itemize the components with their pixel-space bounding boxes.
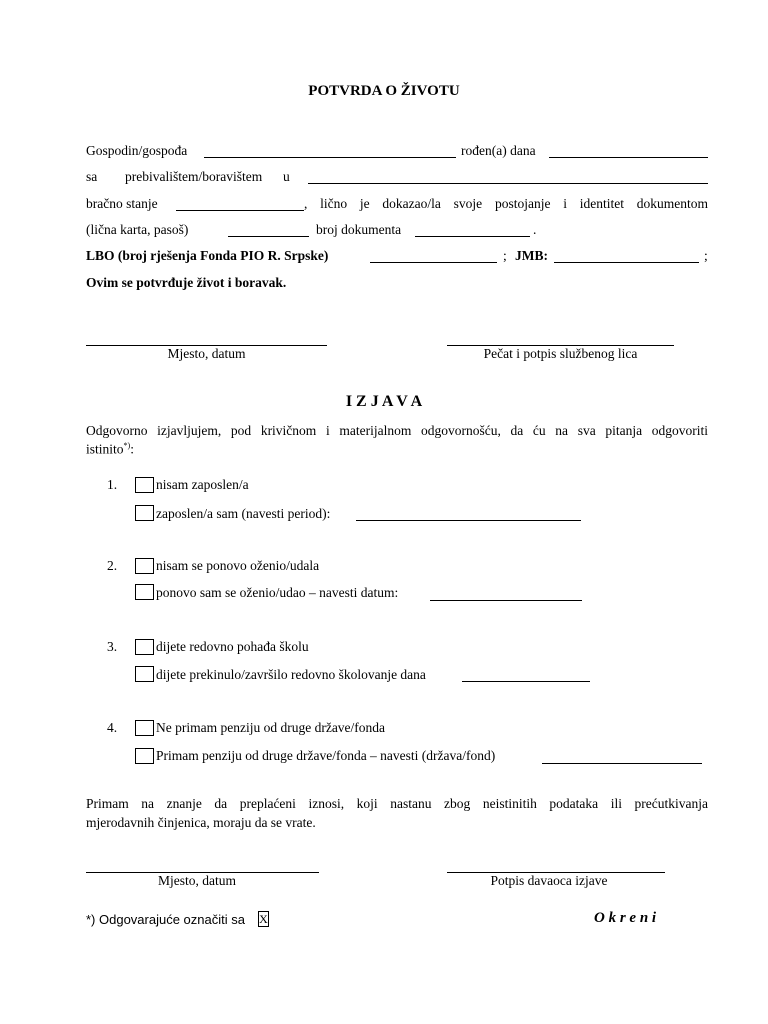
notice-line1: Primam na znanje da preplaćeni iznosi, koji nastanu zbog neistinitih podataka ili prećutkivanja (86, 796, 708, 811)
lbo-field[interactable] (370, 262, 497, 263)
jmb-label: JMB: (515, 248, 548, 263)
document-number-label: broj dokumenta (316, 222, 402, 237)
item-number: 2. (107, 558, 118, 573)
checkbox-not-employed[interactable] (135, 477, 154, 493)
option-remarried: ponovo sam se oženio/udao – navesti datum: (156, 585, 399, 600)
checkbox-foreign-pension[interactable] (135, 748, 154, 764)
document-number-field[interactable] (415, 236, 530, 237)
option-child-attends-school: dijete redovno pohađa školu (156, 639, 309, 654)
izjava-intro-line1: Odgovorno izjavljujem, pod krivičnom i materijalnom odgovornošću, da ću na sva pitanja odgovoriti (86, 423, 708, 438)
item-number: 3. (107, 639, 118, 654)
lbo-separator: ; (503, 248, 507, 263)
name-label: Gospodin/gospođa (86, 143, 188, 158)
residence-field[interactable] (308, 183, 708, 184)
footnote-text: *) Odgovarajuće označiti sa (86, 912, 245, 927)
footnote-reference: *) (123, 441, 131, 450)
izjava-intro-word: istinito (86, 441, 124, 457)
declarant-signature-label: Potpis davaoca izjave (490, 873, 608, 888)
checkbox-child-attends-school[interactable] (135, 639, 154, 655)
marital-status-label: bračno stanje (86, 196, 158, 211)
name-field[interactable] (204, 157, 456, 158)
turn-over-label: O k r e n i (594, 910, 657, 926)
checkbox-no-foreign-pension[interactable] (135, 720, 154, 736)
jmb-field[interactable] (554, 262, 699, 263)
option-not-employed: nisam zaposlen/a (156, 477, 249, 492)
footnote-x-mark: X (259, 912, 268, 926)
izjava-title: I Z J A V A (345, 393, 423, 410)
residence-label-u: u (283, 169, 290, 184)
item-number: 1. (107, 477, 118, 492)
birth-date-field[interactable] (549, 157, 708, 158)
identity-statement: , lično je dokazao/la svoje postojanje i identitet dokumentom (304, 196, 708, 211)
option-child-left-school: dijete prekinulo/završilo redovno školovanje dana (156, 667, 426, 682)
birth-date-label: rođen(a) dana (461, 143, 536, 158)
document-type-label: (lična karta, pasoš) (86, 222, 189, 237)
remarriage-date-field[interactable] (430, 600, 582, 601)
item-number: 4. (107, 720, 118, 735)
residence-label-sa: sa (86, 169, 98, 184)
school-end-date-field[interactable] (462, 681, 590, 682)
option-not-remarried: nisam se ponovo oženio/udala (156, 558, 320, 573)
izjava-intro-colon: : (130, 441, 134, 457)
checkbox-employed[interactable] (135, 505, 154, 521)
option-employed: zaposlen/a sam (navesti period): (156, 506, 331, 521)
line4-period: . (533, 222, 537, 237)
marital-status-field[interactable] (176, 210, 304, 211)
checkbox-remarried[interactable] (135, 584, 154, 600)
place-date-label-bottom: Mjesto, datum (158, 873, 236, 888)
official-signature-label: Pečat i potpis službenog lica (483, 346, 638, 361)
document-type-field[interactable] (228, 236, 309, 237)
checkbox-not-remarried[interactable] (135, 558, 154, 574)
notice-line2: mjerodavnih činjenica, moraju da se vrate. (86, 815, 316, 830)
izjava-intro-line2 (86, 441, 134, 458)
confirmation-text: Ovim se potvrđuje život i boravak. (86, 275, 287, 290)
place-date-label-top: Mjesto, datum (167, 346, 246, 361)
jmb-end: ; (704, 248, 708, 263)
residence-label: prebivalištem/boravištem (125, 169, 263, 184)
option-foreign-pension: Primam penziju od druge države/fonda – navesti (država/fond) (156, 748, 496, 763)
option-no-foreign-pension: Ne primam penziju od druge države/fonda (156, 720, 386, 735)
employment-period-field[interactable] (356, 520, 581, 521)
document-title: POTVRDA O ŽIVOTU (308, 83, 460, 99)
lbo-label: LBO (broj rješenja Fonda PIO R. Srpske) (86, 248, 329, 263)
foreign-pension-source-field[interactable] (542, 763, 702, 764)
checkbox-child-left-school[interactable] (135, 666, 154, 682)
